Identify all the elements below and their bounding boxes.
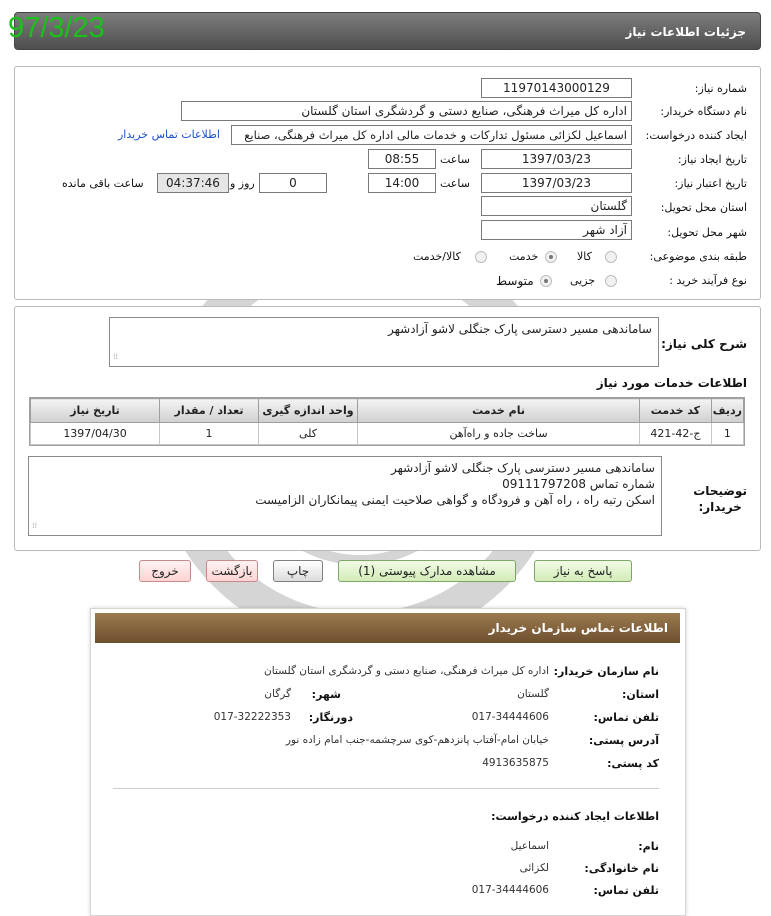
contact-postal-label: کد پستی: xyxy=(607,757,659,770)
print-button[interactable]: چاپ xyxy=(273,560,323,582)
buyer-notes-label-line1: توضیحات xyxy=(693,484,747,498)
creator-section-title: اطلاعات ایجاد کننده درخواست: xyxy=(491,810,659,823)
contact-address-value: خیابان امام-آفتاب پانزدهم-کوی سرچشمه-جنب امام زاده نور xyxy=(285,734,549,746)
summary-label: شرح کلی نیاز: xyxy=(661,337,747,351)
contact-phone-label: تلفن تماس: xyxy=(593,711,659,724)
buyer-contact-link[interactable]: اطلاعات تماس خریدار xyxy=(118,128,220,141)
quantity-cell: 1 xyxy=(160,423,259,445)
requester-field[interactable]: اسماعیل لکزائی مسئول تدارکات و خدمات مالی اداره کل میراث فرهنگی، صنایع xyxy=(231,125,632,145)
created-date-field[interactable]: 1397/03/23 xyxy=(481,149,632,169)
col-code-header: کد خدمت xyxy=(640,399,712,423)
creator-family-value: لکزائی xyxy=(519,862,549,874)
col-unit-header: واحد اندازه گیری xyxy=(259,399,358,423)
services-table xyxy=(30,398,744,445)
category-goods-label: کالا xyxy=(577,250,592,263)
services-header-row xyxy=(31,399,744,423)
page-title: جزئیات اطلاعات نیاز xyxy=(14,12,761,50)
buyer-org-label: نام دستگاه خریدار: xyxy=(660,105,747,118)
col-name-header: نام خدمت xyxy=(357,399,639,423)
validity-time-label: ساعت xyxy=(440,177,470,190)
contact-postal-value: 4913635875 xyxy=(482,757,549,769)
creator-phone-label: تلفن تماس: xyxy=(593,884,659,897)
service-code-cell: ج-42-421 xyxy=(640,423,712,445)
validity-date-field[interactable]: 1397/03/23 xyxy=(481,173,632,193)
requester-label: ایجاد کننده درخواست: xyxy=(645,129,747,142)
category-label: طبقه بندی موضوعی: xyxy=(649,250,747,263)
buyer-notes-label-line2: خریدار: xyxy=(698,500,742,514)
process-medium-label: متوسط xyxy=(496,274,534,288)
col-qty-header: تعداد / مقدار xyxy=(160,399,259,423)
validity-time-field[interactable]: 14:00 xyxy=(368,173,436,193)
city-field[interactable]: آزاد شهر xyxy=(481,220,632,240)
contact-phone-value: 017-34444606 xyxy=(471,711,549,723)
created-time-label: ساعت xyxy=(440,153,470,166)
row-number-cell: 1 xyxy=(711,423,743,445)
col-date-header: تاریخ نیاز xyxy=(31,399,160,423)
buyer-notes-textarea[interactable]: ساماندهی مسیر دسترسی پارک جنگلی لاشو آزادشهر شماره تماس 09111797208 اسکن رتبه راه ، راه آهن و فرودگاه و گواهی صلاحیت ایمنی پیمانکاران الزامیست ⁞⁞ xyxy=(28,456,662,536)
back-button[interactable]: بازگشت xyxy=(206,560,258,582)
process-minor-radio[interactable] xyxy=(605,275,617,287)
creator-phone-value: 017-34444606 xyxy=(471,884,549,896)
contact-org-value: اداره کل میراث فرهنگی، صنایع دستی و گردشگری استان گلستان xyxy=(264,665,549,677)
validity-days-label: روز و xyxy=(230,177,255,190)
validity-days-field[interactable]: 0 xyxy=(259,173,327,193)
contact-fax-label: دورنگار: xyxy=(308,711,353,724)
contact-province-label: استان: xyxy=(622,688,659,701)
table-row xyxy=(31,423,744,445)
buyer-notes-line1: ساماندهی مسیر دسترسی پارک جنگلی لاشو آزادشهر xyxy=(390,461,655,475)
validity-date-label: تاریخ اعتبار نیاز: xyxy=(674,177,747,190)
contact-org-label: نام سازمان خریدار: xyxy=(553,665,659,678)
process-label: نوع فرآیند خرید : xyxy=(669,274,747,287)
creator-name-label: نام: xyxy=(638,840,659,853)
service-name-cell: ساخت جاده و راه‌آهن xyxy=(357,423,639,445)
need-number-field[interactable]: 11970143000129 xyxy=(481,78,632,98)
buyer-notes-line2: شماره تماس 09111797208 xyxy=(502,477,655,491)
buyer-notes-line3: اسکن رتبه راه ، راه آهن و فرودگاه و گواهی صلاحیت ایمنی پیمانکاران الزامیست xyxy=(255,493,655,507)
category-both-radio[interactable] xyxy=(475,251,487,263)
col-row-header: ردیف xyxy=(711,399,743,423)
contact-card-title: اطلاعات تماس سازمان خریدار xyxy=(95,613,680,643)
remaining-time-label: ساعت باقی مانده xyxy=(62,177,144,190)
category-both-label: کالا/خدمت xyxy=(413,250,461,263)
buyer-org-field[interactable]: اداره کل میراث فرهنگی، صنایع دستی و گردشگری استان گلستان xyxy=(181,101,632,121)
city-label: شهر محل تحویل: xyxy=(667,226,747,239)
remaining-time-field: 04:37:46 xyxy=(157,173,229,193)
buyer-notes-label xyxy=(693,483,747,515)
summary-text: ساماندهی مسیر دسترسی پارک جنگلی لاشو آزادشهر xyxy=(387,322,652,336)
summary-textarea[interactable]: ساماندهی مسیر دسترسی پارک جنگلی لاشو آزادشهر ⁞⁞ xyxy=(109,317,659,367)
province-label: استان محل تحویل: xyxy=(660,201,747,214)
creator-family-label: نام خانوادگی: xyxy=(584,862,659,875)
contact-address-label: آدرس پستی: xyxy=(588,734,659,747)
contact-province-value: گلستان xyxy=(517,688,549,700)
province-field[interactable]: گلستان xyxy=(481,196,632,216)
category-service-radio[interactable] xyxy=(545,251,557,263)
contact-fax-value: 017-32222353 xyxy=(213,711,291,723)
need-number-label: شماره نیاز: xyxy=(694,82,747,95)
attachments-button[interactable]: مشاهده مدارک پیوستی (1) xyxy=(338,560,516,582)
services-table-wrap xyxy=(29,397,745,446)
contact-city-value: گرگان xyxy=(264,688,291,700)
category-service-label: خدمت xyxy=(509,250,539,263)
need-date-cell: 1397/04/30 xyxy=(31,423,160,445)
contact-city-label: شهر: xyxy=(311,688,341,701)
exit-button[interactable]: خروج xyxy=(139,560,191,582)
creator-name-value: اسماعیل xyxy=(510,840,549,852)
created-time-field[interactable]: 08:55 xyxy=(368,149,436,169)
process-medium-radio[interactable] xyxy=(540,275,552,287)
unit-cell: کلی xyxy=(259,423,358,445)
contact-divider xyxy=(113,788,659,789)
services-title: اطلاعات خدمات مورد نیاز xyxy=(596,376,747,390)
date-stamp: 97/3/23 xyxy=(8,12,105,44)
process-minor-label: جزیی xyxy=(570,274,596,287)
reply-button[interactable]: پاسخ به نیاز xyxy=(534,560,632,582)
created-date-label: تاریخ ایجاد نیاز: xyxy=(677,153,747,166)
category-goods-radio[interactable] xyxy=(605,251,617,263)
